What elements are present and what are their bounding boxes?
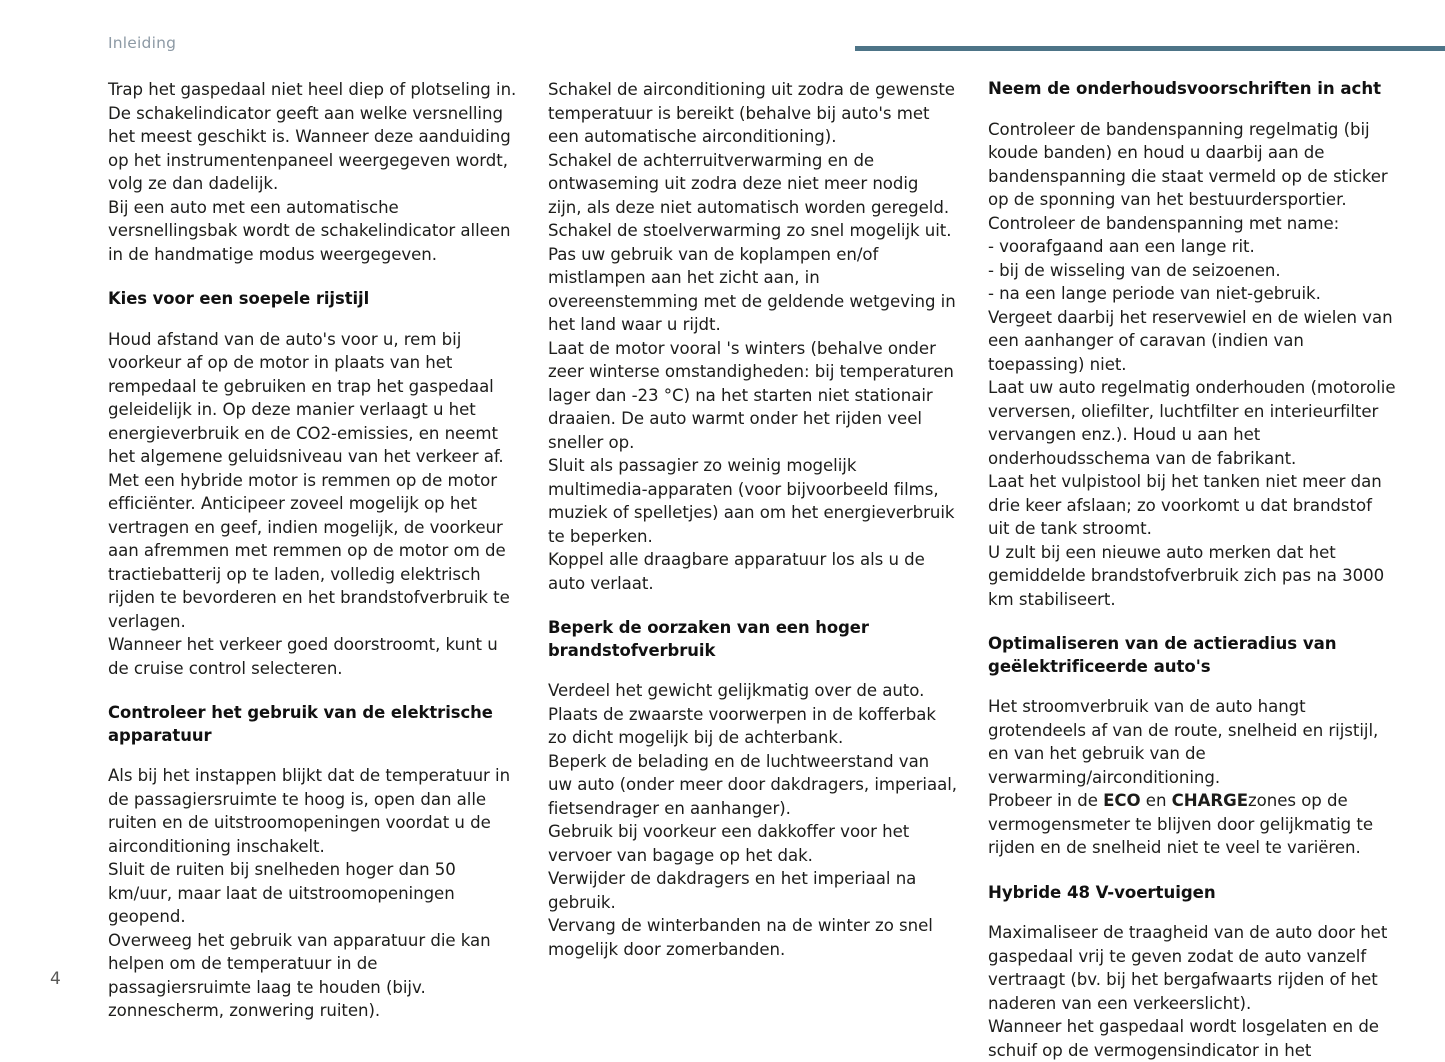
body-paragraph: Maximaliseer de traagheid van de auto door het gaspedaal vrij te geven zodat de auto vanzelf vertraagt (bv. bij het bergafwaarts rijden of het naderen van een verkeerslicht). [988,923,1388,1013]
body-paragraph: Wanneer het gaspedaal wordt losgelaten en de schuif op de vermogensindicator in het [988,1017,1379,1060]
page-header [0,34,1445,58]
body-paragraph: U zult bij een nieuwe auto merken dat het gemiddelde brandstofverbruik zich pas na 3000 km stabiliseert. [988,542,1385,609]
body-text: en [1140,791,1172,810]
body-paragraph: Schakel de stoelverwarming zo snel mogelijk uit. [548,221,952,240]
section-heading: Controleer het gebruik van de elektrische apparatuur [108,703,493,745]
body-paragraph: Pas uw gebruik van de koplampen en/of mistlampen aan het zicht aan, in overeenstemming met de geldende wetgeving in het land waar u rijdt. [548,244,956,334]
section-heading: Neem de onderhoudsvoorschriften in acht [988,79,1381,98]
section-heading: Optimaliseren van de actieradius van geëlektrificeerde auto's [988,634,1337,676]
body-paragraph: Laat uw auto regelmatig onderhouden (motorolie verversen, oliefilter, luchtfilter en interieurfilter vervangen enz.). Houd u aan het onderhoudsschema van de fabrikant. [988,378,1396,468]
body-text: Probeer in de [988,791,1104,810]
body-paragraph: Houd afstand van de auto's voor u, rem bij voorkeur af op de motor in plaats van het rempedaal te gebruiken en trap het gaspedaal geleidelijk in. Op deze manier verlaagt u het energieverbruik en de CO2-emissies, en neemt het algemene geluidsniveau van het verkeer af. Met een hybride motor is remmen op de motor efficiënter. Anticipeer zoveel mogelijk op het vertragen en geef, indien mogelijk, de voorkeur aan afremmen met remmen op de motor om de tractiebatterij op te laden, volledig elektrisch rijden te bevorderen en het brandstofverbruik te verlagen. [108,329,510,631]
body-paragraph: Vervang de winterbanden na de winter zo snel mogelijk door zomerbanden. [548,916,933,959]
body-paragraph: Overweeg het gebruik van apparatuur die kan helpen om de temperatuur in de passagiersruimte laag te houden (bijv. zonnescherm, zonwering ruiten). [108,930,491,1020]
column-2 [548,78,957,1062]
emphasis-text: CHARGE [1171,791,1248,810]
header-section-title: Inleiding [108,34,177,52]
body-paragraph: - na een lange periode van niet-gebruik. [988,284,1321,303]
text-columns [108,78,1398,1062]
body-paragraph: Koppel alle draagbare apparatuur los als u de auto verlaat. [548,550,925,593]
body-paragraph: Verwijder de dakdragers en het imperiaal na gebruik. [548,869,917,912]
body-paragraph [988,789,1397,860]
body-paragraph: Beperk de belading en de luchtweerstand van uw auto (onder meer door dakdragers, imperiaal, fietsendrager en aanhanger). [548,751,957,818]
column-1 [108,78,517,1062]
body-paragraph: Schakel de airconditioning uit zodra de gewenste temperatuur is bereikt (behalve bij auto's met een automatische airconditioning). [548,80,955,146]
body-paragraph: Laat het vulpistool bij het tanken niet meer dan drie keer afslaan; zo voorkomt u dat brandstof uit de tank stroomt. [988,472,1382,538]
body-paragraph: Het stroomverbruik van de auto hangt grotendeels af van de route, snelheid en rijstijl, en van het gebruik van de verwarming/airconditioning. [988,697,1379,787]
body-text: zones op de vermogensmeter te blijven door gelijkmatig te rijden en de snelheid niet te veel te variëren. [988,791,1373,857]
body-paragraph: Gebruik bij voorkeur een dakkoffer voor het vervoer van bagage op het dak. [548,822,910,865]
body-paragraph: De schakelindicator geeft aan welke versnelling het meest geschikt is. Wanneer deze aanduiding op het instrumentenpaneel weergegeven wordt, volg ze dan dadelijk. [108,103,511,193]
body-paragraph: Sluit de ruiten bij snelheden hoger dan 50 km/uur, maar laat de uitstroomopeningen geopend. [108,860,456,926]
body-paragraph: Vergeet daarbij het reservewiel en de wielen van een aanhanger of caravan (indien van toepassing) niet. [988,307,1393,374]
body-paragraph: Bij een auto met een automatische versnellingsbak wordt de schakelindicator alleen in de handmatige modus weergegeven. [108,197,511,264]
body-paragraph: Sluit als passagier zo weinig mogelijk multimedia-apparaten (voor bijvoorbeeld films, muziek of spelletjes) aan om het energieverbruik te beperken. [548,456,955,546]
body-paragraph: Trap het gaspedaal niet heel diep of plotseling in. [108,80,517,99]
header-rule [855,46,1445,51]
body-paragraph: Wanneer het verkeer goed doorstroomt, kunt u de cruise control selecteren. [108,635,498,678]
emphasis-text: ECO [1103,791,1141,810]
body-paragraph: Als bij het instappen blijkt dat de temperatuur in de passagiersruimte te hoog is, open dan alle ruiten en de uitstroomopeningen voordat u de airconditioning inschakelt. [108,766,511,856]
body-paragraph: Controleer de bandenspanning regelmatig (bij koude banden) en houd u daarbij aan de bandenspanning die staat vermeld op de sticker op de sponning van het bestuurdersportier. [988,119,1388,209]
body-paragraph: Schakel de achterruitverwarming en de ontwaseming uit zodra deze niet meer nodig zijn, als deze niet automatisch worden geregeld. [548,150,950,217]
body-paragraph: Verdeel het gewicht gelijkmatig over de auto. Plaats de zwaarste voorwerpen in de kofferbak zo dicht mogelijk bij de achterbank. [548,681,936,747]
body-paragraph: - bij de wisseling van de seizoenen. [988,260,1281,280]
column-3 [988,78,1397,1062]
body-paragraph: Controleer de bandenspanning met name: [988,213,1340,233]
body-paragraph: - voorafgaand aan een lange rit. [988,237,1255,256]
section-heading: Beperk de oorzaken van een hoger brandstofverbruik [548,618,869,660]
body-paragraph: Laat de motor vooral 's winters (behalve onder zeer winterse omstandigheden: bij temperaturen lager dan -23 °C) na het starten niet stationair draaien. De auto warmt onder het rijden veel sneller op. [548,338,954,452]
page-number: 4 [50,969,61,989]
section-heading: Kies voor een soepele rijstijl [108,289,370,308]
section-heading: Hybride 48 V-voertuigen [988,882,1216,902]
